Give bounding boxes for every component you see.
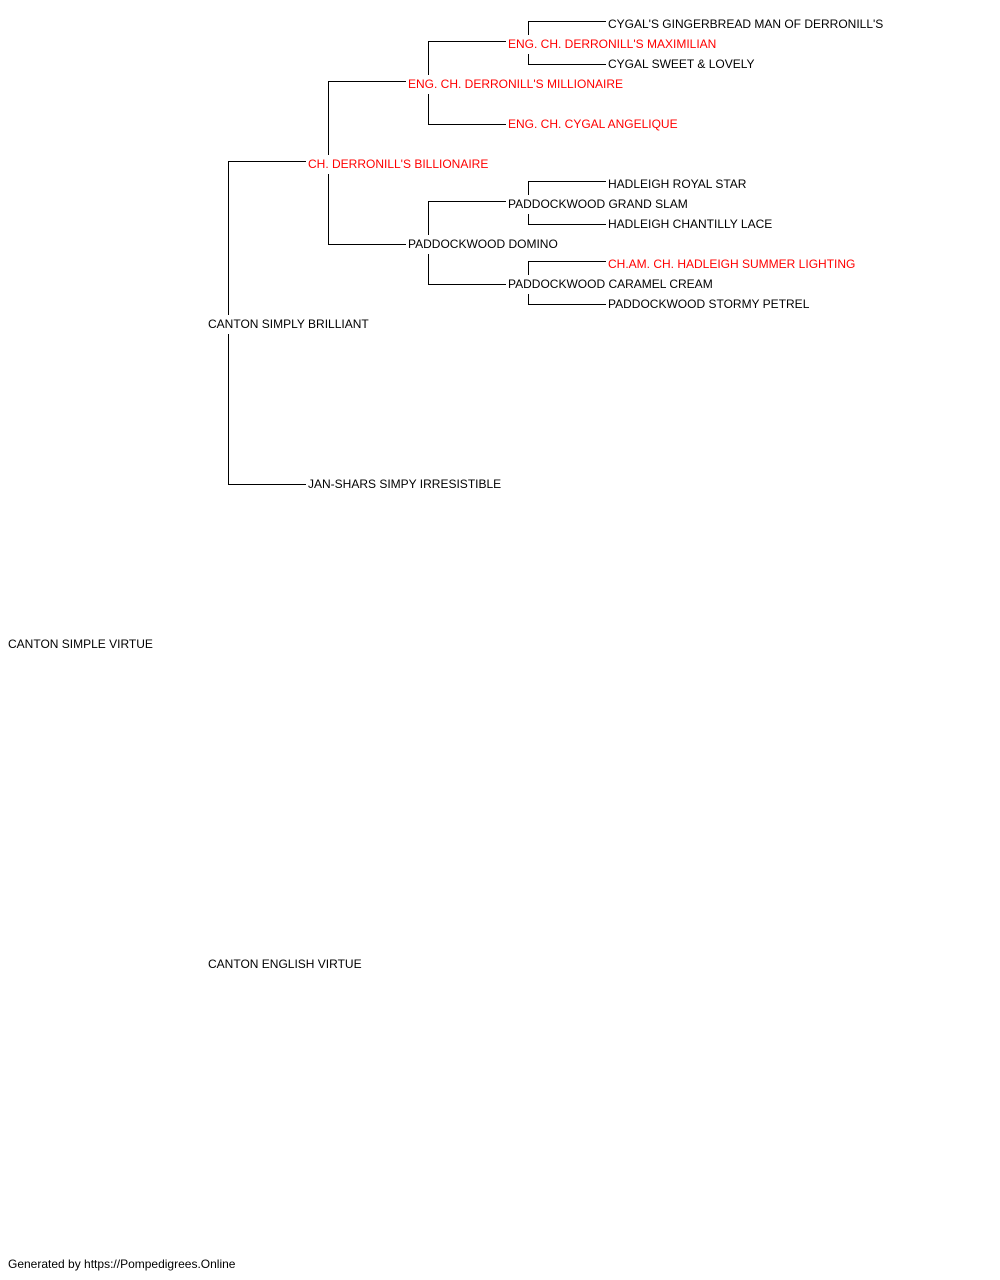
dam-name: CANTON ENGLISH VIRTUE (208, 957, 362, 971)
sire-sire-dam-dam-sire-name: CH.AM. CH. HADLEIGH SUMMER LIGHTING (608, 257, 856, 271)
subject-name: CANTON SIMPLE VIRTUE (8, 637, 153, 651)
sire-sire-sire-sire-name: ENG. CH. DERRONILL'S MAXIMILIAN (508, 37, 717, 51)
generated-by-footer: Generated by https://Pompedigrees.Online (8, 1257, 236, 1271)
sire-sire-sire-name: ENG. CH. DERRONILL'S MILLIONAIRE (408, 77, 624, 91)
sire-sire-sire-dam-name: ENG. CH. CYGAL ANGELIQUE (508, 117, 678, 131)
sire-sire-dam-dam-name: PADDOCKWOOD CARAMEL CREAM (508, 277, 713, 291)
sire-dam-name: JAN-SHARS SIMPY IRRESISTIBLE (308, 477, 502, 491)
sire-sire-dam-sire-name: PADDOCKWOOD GRAND SLAM (508, 197, 688, 211)
sire-sire-sire-sire-sire-name: CYGAL'S GINGERBREAD MAN OF DERRONILL'S (608, 17, 884, 31)
sire-sire-dam-sire-dam-name: HADLEIGH CHANTILLY LACE (608, 217, 773, 231)
sire-sire-dam-sire-sire-name: HADLEIGH ROYAL STAR (608, 177, 747, 191)
sire-sire-sire-sire-dam-name: CYGAL SWEET & LOVELY (608, 57, 755, 71)
sire-sire-name: CH. DERRONILL'S BILLIONAIRE (308, 157, 489, 171)
sire-sire-dam-name: PADDOCKWOOD DOMINO (408, 237, 558, 251)
sire-sire-dam-dam-dam-name: PADDOCKWOOD STORMY PETREL (608, 297, 810, 311)
sire-name: CANTON SIMPLY BRILLIANT (208, 317, 369, 331)
